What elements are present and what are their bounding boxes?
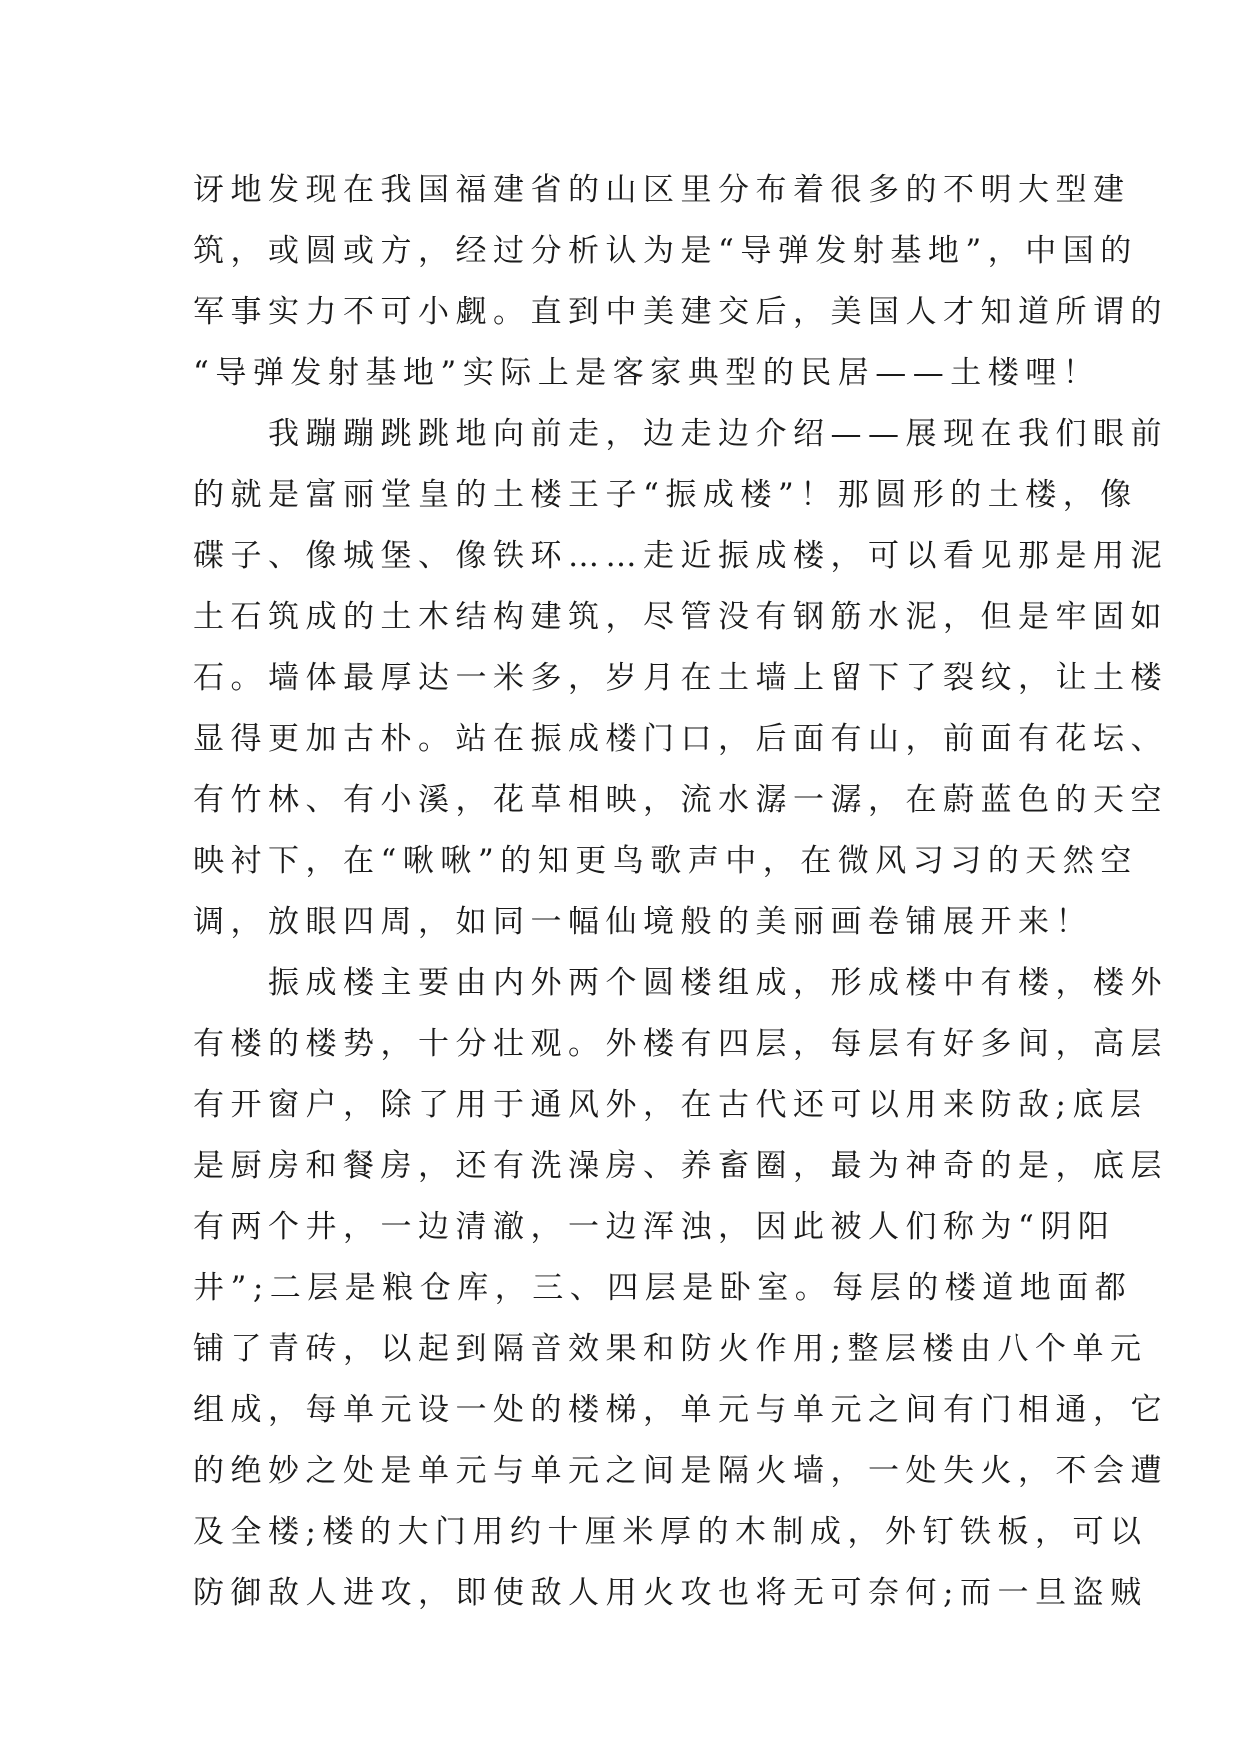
text-line: 的绝妙之处是单元与单元之间是隔火墙，一处失火，不会遭 [193, 1453, 1168, 1489]
text-line: 军事实力不可小觑。直到中美建交后，美国人才知道所谓的 [193, 294, 1168, 330]
text-line: 土石筑成的土木结构建筑，尽管没有钢筋水泥，但是牢固如 [193, 599, 1168, 635]
text-line: 是厨房和餐房，还有洗澡房、养畜圈，最为神奇的是，底层 [193, 1148, 1168, 1184]
text-line: 井”;二层是粮仓库，三、四层是卧室。每层的楼道地面都 [193, 1270, 1133, 1306]
paragraph-start-line: 振成楼主要由内外两个圆楼组成，形成楼中有楼，楼外 [193, 965, 1168, 1001]
text-line: 及全楼;楼的大门用约十厘米厚的木制成，外钉铁板，可以 [193, 1514, 1148, 1550]
text-line: 铺了青砖，以起到隔音效果和防火作用;整层楼由八个单元 [193, 1331, 1148, 1367]
text-line: 石。墙体最厚达一米多，岁月在土墙上留下了裂纹，让土楼 [193, 660, 1168, 696]
text-line: 调，放眼四周，如同一幅仙境般的美丽画卷铺展开来！ [193, 904, 1093, 940]
text-line: 碟子、像城堡、像铁环……走近振成楼，可以看见那是用泥 [193, 538, 1168, 574]
text-line: 有楼的楼势，十分壮观。外楼有四层，每层有好多间，高层 [193, 1026, 1168, 1062]
text-line: 讶地发现在我国福建省的山区里分布着很多的不明大型建 [193, 172, 1131, 208]
text-line: 防御敌人进攻，即使敌人用火攻也将无可奈何;而一旦盗贼 [193, 1575, 1148, 1611]
text-line: 的就是富丽堂皇的土楼王子“振成楼”！那圆形的土楼，像 [193, 477, 1138, 513]
body-text [193, 160, 1168, 1624]
text-line: 映衬下，在“啾啾”的知更鸟歌声中，在微风习习的天然空 [193, 843, 1138, 879]
text-line: 有两个井，一边清澈，一边浑浊，因此被人们称为“阴阳 [193, 1209, 1116, 1245]
text-line: 组成，每单元设一处的楼梯，单元与单元之间有门相通，它 [193, 1392, 1168, 1428]
paragraph-start-line: 我蹦蹦跳跳地向前走，边走边介绍——展现在我们眼前 [193, 416, 1168, 452]
text-line: 筑，或圆或方，经过分析认为是“导弹发射基地”，中国的 [193, 233, 1138, 269]
text-line: 有竹林、有小溪，花草相映，流水潺一潺，在蔚蓝色的天空 [193, 782, 1168, 818]
text-line: 显得更加古朴。站在振成楼门口，后面有山，前面有花坛、 [193, 721, 1168, 757]
text-line: “导弹发射基地”实际上是客家典型的民居——土楼哩！ [193, 355, 1101, 391]
text-line: 有开窗户，除了用于通风外，在古代还可以用来防敌;底层 [193, 1087, 1148, 1123]
